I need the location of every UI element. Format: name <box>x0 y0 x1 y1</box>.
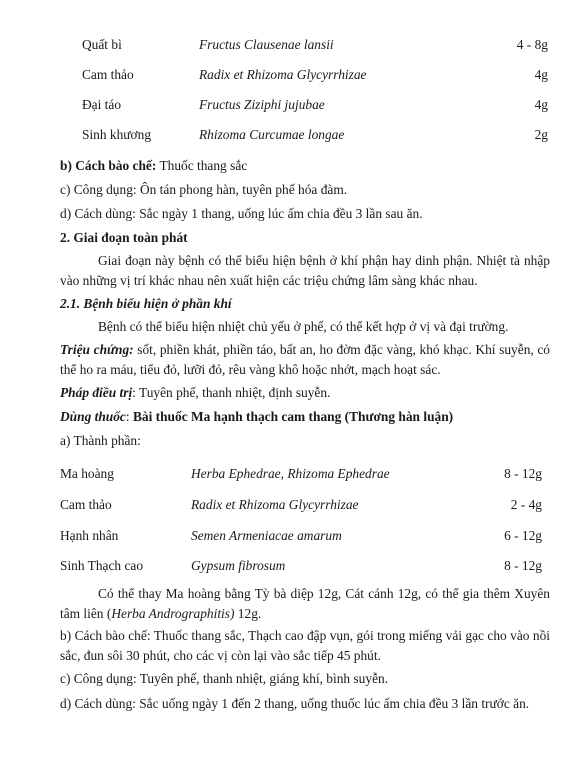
preparation-paragraph: b) Cách bào chế: Thuốc thang sắc, Thạch cao đập vụn, gói trong miếng vải gạc cho vào nồi sắc, đun sôi 30 phút, cho các vị còn lại vào sắc tiếp 45 phút. <box>60 628 550 663</box>
section-heading: 2. Giai đoạn toàn phát <box>60 230 188 245</box>
dosage-line: d) Cách dùng: Sắc ngày 1 thang, uống lúc ấm chia đều 3 lần sau ăn. <box>60 206 423 221</box>
herb-dose: 8 - 12g <box>504 558 542 573</box>
herb-latin: Gypsum fibrosum <box>191 558 286 573</box>
herb-row <box>82 126 548 144</box>
herb-row <box>82 36 548 54</box>
herb-row <box>82 96 548 114</box>
herb-dose: 6 - 12g <box>504 528 542 543</box>
herb-dose: 2g <box>534 127 548 142</box>
herb-latin: Fructus Clausenae lansii <box>199 37 334 52</box>
paragraph: Giai đoạn này bệnh có thể biểu hiện bệnh ở khí phận hay dinh phận. Nhiệt tà nhập vào những vị trí khác nhau nên xuất hiện các triệu chứng lâm sàng khác nhau. <box>60 253 550 288</box>
herb-name: Cam thảo <box>82 67 134 82</box>
usage-line: c) Công dụng: Ôn tán phong hàn, tuyên phế hóa đàm. <box>60 182 348 197</box>
herb-dose: 2 - 4g <box>510 497 542 512</box>
herb-name: Cam thảo <box>60 497 112 512</box>
ingredients-label: a) Thành phần: <box>60 433 141 448</box>
herb-dose: 4g <box>534 67 548 82</box>
herb-name: Đại táo <box>82 97 122 112</box>
herb-name: Sinh khương <box>82 127 152 142</box>
herb-row <box>60 557 542 575</box>
herb-row <box>60 527 542 545</box>
herb-latin: Herba Ephedrae, Rhizoma Ephedrae <box>191 466 390 481</box>
dosage-paragraph: d) Cách dùng: Sắc uống ngày 1 đến 2 thang, uống thuốc lúc ấm chia đều 3 lần trước ăn. <box>60 696 530 711</box>
herb-name: Hạnh nhân <box>60 528 119 543</box>
herb-row <box>82 66 548 84</box>
herb-latin: Radix et Rhizoma Glycyrrhizae <box>191 497 359 512</box>
herb-latin: Rhizoma Curcumae longae <box>199 127 345 142</box>
herb-latin: Radix et Rhizoma Glycyrrhizae <box>199 67 367 82</box>
herb-row <box>60 496 542 514</box>
herb-name: Sinh Thạch cao <box>60 558 144 573</box>
symptoms-paragraph: Triệu chứng: sốt, phiền khát, phiền táo, bất an, ho đờm đặc vàng, khó khạc. Khí suyễn, có thể ho ra máu, tiểu đỏ, lưỡi đỏ, rêu vàng khô hoặc nhớt, mạch hoạt sác. <box>60 342 550 377</box>
herb-dose: 4g <box>534 97 548 112</box>
herb-dose: 8 - 12g <box>504 466 542 481</box>
herb-dose: 4 - 8g <box>516 37 548 52</box>
substitution-paragraph: Có thể thay Ma hoàng bằng Tỳ bà diệp 12g, Cát cánh 12g, có thể gia thêm Xuyên tâm liên (Herba Andrographitis) 12g. <box>60 586 550 621</box>
preparation-line: b) Cách bào chế: Thuốc thang sắc <box>60 158 248 173</box>
herb-name: Ma hoàng <box>60 466 114 481</box>
herb-latin: Semen Armeniacae amarum <box>191 528 342 543</box>
herb-latin: Fructus Ziziphi jujubae <box>199 97 325 112</box>
medicine-line: Dùng thuốc: Bài thuốc Ma hạnh thạch cam thang (Thương hàn luận) <box>60 409 454 424</box>
herb-row <box>60 465 542 483</box>
treatment-line: Pháp điều trị: Tuyên phế, thanh nhiệt, định suyễn. <box>60 385 331 400</box>
usage-line: c) Công dụng: Tuyên phế, thanh nhiệt, giáng khí, bình suyễn. <box>60 671 389 686</box>
subsection-heading: 2.1. Bệnh biểu hiện ở phần khí <box>60 296 232 311</box>
herb-name: Quất bì <box>82 37 122 52</box>
paragraph: Bệnh có thể biểu hiện nhiệt chủ yếu ở phế, có thể kết hợp ở vị và đại trường. <box>98 319 509 334</box>
